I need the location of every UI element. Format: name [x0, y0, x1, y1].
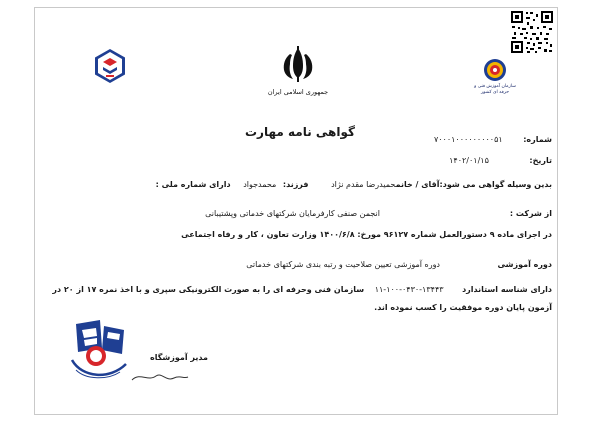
recipient-line — [156, 179, 552, 191]
regulation-line: در اجرای ماده ۹ دستورالعمل شماره ۹۶۱۲۷ مورخ: ۱۴۰۰/۶/۸ وزارت تعاون ، کار و رفاه اجتماعی — [181, 230, 552, 239]
company-label: از شرکت : — [509, 209, 552, 218]
director-signature — [130, 370, 190, 384]
recipient-name: حمیدرضا مقدم نژاد — [331, 180, 396, 189]
recipient-prefix: بدین وسیله گواهی می شود:آقای / خانم — [395, 180, 552, 189]
gear-icon — [483, 58, 507, 82]
number-label: شماره: — [523, 135, 552, 144]
institute-logo — [66, 318, 136, 384]
date-label: تاریخ: — [529, 156, 552, 165]
standard-text: سازمان فنی وحرفه ای را به صورت الکترونیکی سپری و با اخذ نمره ۱۷ از ۲۰ در — [52, 285, 365, 294]
date-value: ۱۴۰۲/۰۱/۱۵ — [449, 156, 489, 165]
standard-id: ۱۳۴۴۳-۰۴۳۰-۱۰۰-۱۱ — [374, 285, 444, 294]
company-name: انجمن صنفی کارفرمایان شرکتهای خدماتی وپشتیبانی — [205, 209, 380, 218]
certificate-title: گواهی نامه مهارت — [245, 125, 355, 139]
emblem-caption: جمهوری اسلامی ایران — [268, 88, 328, 96]
qr-code — [510, 10, 554, 54]
standard-label: دارای شناسه استاندارد — [462, 285, 552, 294]
national-id-label: دارای شماره ملی : — [155, 180, 231, 189]
standard-line — [52, 284, 552, 296]
tvto-logo — [470, 58, 520, 100]
director-label: مدیر آموزشگاه — [150, 353, 208, 362]
child-of-label: فرزند: — [282, 180, 309, 189]
certificate-date-row — [449, 155, 552, 167]
number-value: ۷۰۰۰۱۰۰۰۰۰۰۰۰۰۵۱ — [433, 135, 503, 144]
father-name: محمدجواد — [243, 180, 277, 189]
course-label: دوره آموزشی — [497, 260, 552, 269]
course-name: دوره آموزشی تعیین صلاحیت و رتبه بندی شرکتهای خدماتی — [246, 260, 440, 269]
final-line: آزمون پایان دوره موفقیت را کسب نموده اند. — [374, 303, 552, 312]
tvto-logo-caption: سازمان آموزش فنی و حرفه ای کشور — [474, 84, 516, 95]
certificate-number-row — [434, 134, 552, 146]
iran-emblem-logo — [268, 44, 328, 100]
skill-portal-logo — [92, 48, 128, 84]
